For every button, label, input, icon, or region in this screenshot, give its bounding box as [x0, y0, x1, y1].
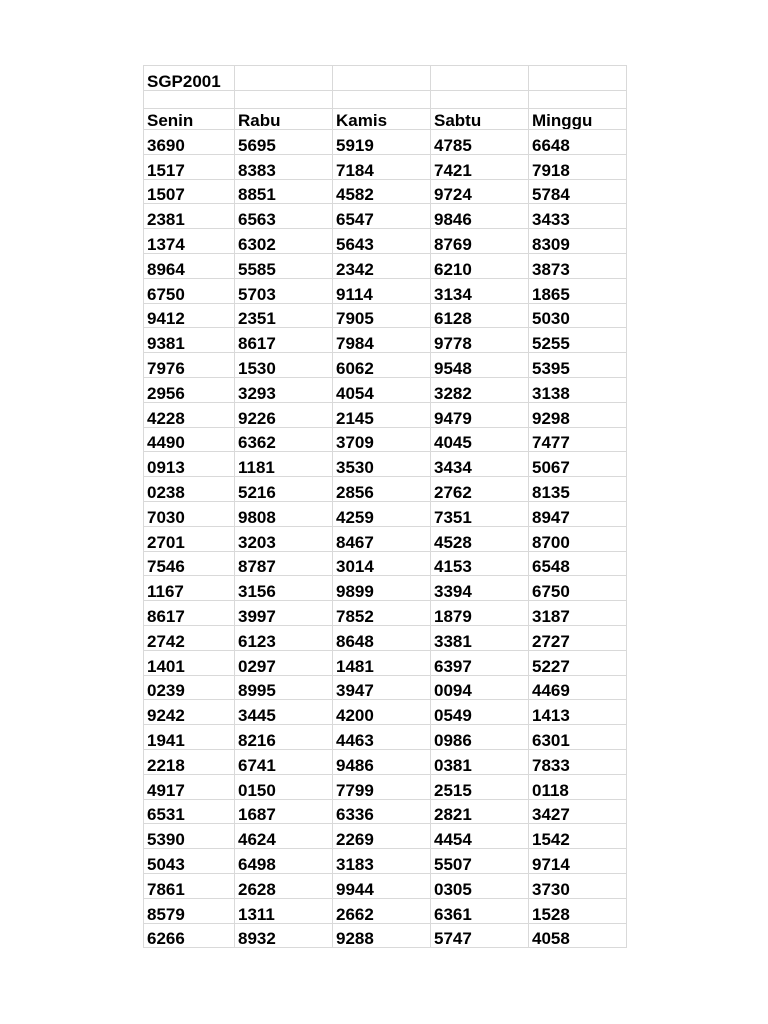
table-cell: 2742 — [144, 625, 235, 650]
table-cell: 8851 — [235, 179, 333, 204]
table-row — [144, 154, 627, 179]
table-cell: 8964 — [144, 253, 235, 278]
table-cell: 7984 — [333, 328, 431, 353]
table-cell: 3183 — [333, 849, 431, 874]
header-senin: Senin — [144, 109, 235, 130]
table-cell: 7861 — [144, 873, 235, 898]
table-cell: 7976 — [144, 353, 235, 378]
table-cell: 5390 — [144, 824, 235, 849]
table-row — [144, 130, 627, 155]
table-row — [144, 179, 627, 204]
table-cell: 3445 — [235, 700, 333, 725]
table-cell: 7833 — [529, 749, 627, 774]
table-cell: 8700 — [529, 526, 627, 551]
table-cell: 8995 — [235, 675, 333, 700]
table-row — [144, 725, 627, 750]
table-cell: 7905 — [333, 303, 431, 328]
table-cell: 5919 — [333, 130, 431, 155]
table-cell: 5585 — [235, 253, 333, 278]
table-cell: 7184 — [333, 154, 431, 179]
table-cell: 9808 — [235, 501, 333, 526]
table-cell: 0238 — [144, 477, 235, 502]
table-cell: 3203 — [235, 526, 333, 551]
table-cell: 0913 — [144, 452, 235, 477]
table-cell: 7030 — [144, 501, 235, 526]
table-cell: 4228 — [144, 402, 235, 427]
table-row — [144, 427, 627, 452]
table-cell: 6750 — [529, 576, 627, 601]
table-cell: 3947 — [333, 675, 431, 700]
table-cell: 4469 — [529, 675, 627, 700]
table-cell: 8617 — [235, 328, 333, 353]
table-cell: 9226 — [235, 402, 333, 427]
table-cell: 1374 — [144, 229, 235, 254]
header-minggu: Minggu — [529, 109, 627, 130]
table-cell: 2956 — [144, 377, 235, 402]
table-cell: 6362 — [235, 427, 333, 452]
table-cell: 9548 — [431, 353, 529, 378]
table-cell: 0297 — [235, 650, 333, 675]
title-row — [144, 66, 627, 91]
table-cell: 6547 — [333, 204, 431, 229]
table-body — [144, 66, 627, 948]
table-cell: 0118 — [529, 774, 627, 799]
table-cell: 1941 — [144, 725, 235, 750]
table-row — [144, 204, 627, 229]
table-cell: 2727 — [529, 625, 627, 650]
table-cell: 6397 — [431, 650, 529, 675]
table-cell: 5255 — [529, 328, 627, 353]
table-cell: 2762 — [431, 477, 529, 502]
header-sabtu: Sabtu — [431, 109, 529, 130]
table-cell: 9242 — [144, 700, 235, 725]
table-cell: 5043 — [144, 849, 235, 874]
table-row — [144, 353, 627, 378]
table-row — [144, 824, 627, 849]
table-row — [144, 675, 627, 700]
table-cell: 5784 — [529, 179, 627, 204]
table-cell: 9778 — [431, 328, 529, 353]
table-cell: 3282 — [431, 377, 529, 402]
table-cell: 7852 — [333, 601, 431, 626]
table-cell: 4917 — [144, 774, 235, 799]
table-cell: 3394 — [431, 576, 529, 601]
table-row — [144, 576, 627, 601]
table-cell: 9944 — [333, 873, 431, 898]
empty-cell — [529, 91, 627, 109]
table-cell: 6531 — [144, 799, 235, 824]
table-cell: 3134 — [431, 278, 529, 303]
header-kamis: Kamis — [333, 109, 431, 130]
table-row — [144, 278, 627, 303]
table-cell: 9846 — [431, 204, 529, 229]
table-cell: 6210 — [431, 253, 529, 278]
sheet-title: SGP2001 — [144, 66, 235, 91]
empty-cell — [333, 66, 431, 91]
table-cell: 4528 — [431, 526, 529, 551]
table-row — [144, 452, 627, 477]
table-cell: 4259 — [333, 501, 431, 526]
table-cell: 5507 — [431, 849, 529, 874]
table-cell: 1865 — [529, 278, 627, 303]
table-cell: 1481 — [333, 650, 431, 675]
table-cell: 6750 — [144, 278, 235, 303]
table-cell: 6266 — [144, 923, 235, 948]
table-cell: 2515 — [431, 774, 529, 799]
table-cell: 0150 — [235, 774, 333, 799]
table-cell: 3427 — [529, 799, 627, 824]
table-cell: 4582 — [333, 179, 431, 204]
table-row — [144, 253, 627, 278]
table-cell: 4490 — [144, 427, 235, 452]
table-cell: 9298 — [529, 402, 627, 427]
empty-cell — [235, 66, 333, 91]
table-cell: 3730 — [529, 873, 627, 898]
table-row — [144, 873, 627, 898]
table-cell: 9381 — [144, 328, 235, 353]
header-rabu: Rabu — [235, 109, 333, 130]
table-cell: 8617 — [144, 601, 235, 626]
table-cell: 4463 — [333, 725, 431, 750]
table-row — [144, 799, 627, 824]
table-cell: 0381 — [431, 749, 529, 774]
table-cell: 8648 — [333, 625, 431, 650]
table-cell: 3381 — [431, 625, 529, 650]
table-cell: 3709 — [333, 427, 431, 452]
table-cell: 3156 — [235, 576, 333, 601]
table-cell: 0986 — [431, 725, 529, 750]
table-cell: 9288 — [333, 923, 431, 948]
table-cell: 8383 — [235, 154, 333, 179]
empty-cell — [431, 66, 529, 91]
table-cell: 8216 — [235, 725, 333, 750]
table-cell: 7546 — [144, 551, 235, 576]
table-cell: 8309 — [529, 229, 627, 254]
table-cell: 2269 — [333, 824, 431, 849]
table-cell: 2662 — [333, 898, 431, 923]
table-cell: 1528 — [529, 898, 627, 923]
table-cell: 5216 — [235, 477, 333, 502]
table-cell: 4058 — [529, 923, 627, 948]
table-cell: 9724 — [431, 179, 529, 204]
table-cell: 4785 — [431, 130, 529, 155]
table-row — [144, 229, 627, 254]
table-cell: 6302 — [235, 229, 333, 254]
table-row — [144, 551, 627, 576]
table-cell: 9479 — [431, 402, 529, 427]
table-cell: 1167 — [144, 576, 235, 601]
empty-cell — [529, 66, 627, 91]
table-cell: 6336 — [333, 799, 431, 824]
table-row — [144, 625, 627, 650]
table-cell: 3187 — [529, 601, 627, 626]
table-cell: 5067 — [529, 452, 627, 477]
table-cell: 9114 — [333, 278, 431, 303]
table-cell: 3530 — [333, 452, 431, 477]
table-cell: 6361 — [431, 898, 529, 923]
results-table — [143, 65, 627, 948]
table-cell: 6301 — [529, 725, 627, 750]
table-cell: 5030 — [529, 303, 627, 328]
table-row — [144, 501, 627, 526]
table-cell: 1517 — [144, 154, 235, 179]
table-cell: 4153 — [431, 551, 529, 576]
table-cell: 1542 — [529, 824, 627, 849]
table-cell: 8787 — [235, 551, 333, 576]
table-cell: 3138 — [529, 377, 627, 402]
table-cell: 5747 — [431, 923, 529, 948]
table-cell: 5643 — [333, 229, 431, 254]
empty-cell — [144, 91, 235, 109]
table-cell: 8467 — [333, 526, 431, 551]
table-row — [144, 377, 627, 402]
table-cell: 6123 — [235, 625, 333, 650]
table-cell: 1530 — [235, 353, 333, 378]
table-cell: 3433 — [529, 204, 627, 229]
table-cell: 7421 — [431, 154, 529, 179]
table-cell: 8579 — [144, 898, 235, 923]
table-cell: 1879 — [431, 601, 529, 626]
table-cell: 1181 — [235, 452, 333, 477]
table-cell: 4054 — [333, 377, 431, 402]
table-row — [144, 650, 627, 675]
table-cell: 8135 — [529, 477, 627, 502]
header-row — [144, 109, 627, 130]
table-cell: 7477 — [529, 427, 627, 452]
table-cell: 1413 — [529, 700, 627, 725]
table-cell: 6648 — [529, 130, 627, 155]
table-cell: 2381 — [144, 204, 235, 229]
table-cell: 2351 — [235, 303, 333, 328]
table-cell: 9412 — [144, 303, 235, 328]
table-cell: 6741 — [235, 749, 333, 774]
table-cell: 4045 — [431, 427, 529, 452]
table-cell: 3434 — [431, 452, 529, 477]
table-cell: 3293 — [235, 377, 333, 402]
empty-cell — [431, 91, 529, 109]
table-cell: 3690 — [144, 130, 235, 155]
table-cell: 6563 — [235, 204, 333, 229]
table-row — [144, 700, 627, 725]
table-cell: 5695 — [235, 130, 333, 155]
table-cell: 4200 — [333, 700, 431, 725]
table-row — [144, 898, 627, 923]
table-cell: 2628 — [235, 873, 333, 898]
table-cell: 4624 — [235, 824, 333, 849]
table-cell: 6062 — [333, 353, 431, 378]
table-cell: 1507 — [144, 179, 235, 204]
table-row — [144, 303, 627, 328]
table-cell: 8947 — [529, 501, 627, 526]
table-cell: 6548 — [529, 551, 627, 576]
table-row — [144, 849, 627, 874]
table-cell: 2342 — [333, 253, 431, 278]
table-row — [144, 774, 627, 799]
table-cell: 3873 — [529, 253, 627, 278]
table-row — [144, 402, 627, 427]
table-cell: 4454 — [431, 824, 529, 849]
table-cell: 2145 — [333, 402, 431, 427]
table-row — [144, 749, 627, 774]
table-cell: 1401 — [144, 650, 235, 675]
table-cell: 0094 — [431, 675, 529, 700]
table-cell: 3014 — [333, 551, 431, 576]
table-cell: 2218 — [144, 749, 235, 774]
table-cell: 6128 — [431, 303, 529, 328]
table-cell: 8932 — [235, 923, 333, 948]
table-cell: 5227 — [529, 650, 627, 675]
table-cell: 9899 — [333, 576, 431, 601]
table-cell: 0549 — [431, 700, 529, 725]
table-cell: 0239 — [144, 675, 235, 700]
empty-cell — [333, 91, 431, 109]
table-cell: 1311 — [235, 898, 333, 923]
table-cell: 1687 — [235, 799, 333, 824]
table-cell: 9486 — [333, 749, 431, 774]
blank-row — [144, 91, 627, 109]
table-cell: 2856 — [333, 477, 431, 502]
table-row — [144, 601, 627, 626]
table-cell: 7351 — [431, 501, 529, 526]
table-cell: 6498 — [235, 849, 333, 874]
table-cell: 2701 — [144, 526, 235, 551]
table-cell: 0305 — [431, 873, 529, 898]
table-cell: 3997 — [235, 601, 333, 626]
table-row — [144, 526, 627, 551]
table-cell: 2821 — [431, 799, 529, 824]
table-cell: 7799 — [333, 774, 431, 799]
table-row — [144, 328, 627, 353]
table-cell: 9714 — [529, 849, 627, 874]
table-row — [144, 477, 627, 502]
table-cell: 8769 — [431, 229, 529, 254]
table-row — [144, 923, 627, 948]
empty-cell — [235, 91, 333, 109]
table-cell: 5395 — [529, 353, 627, 378]
table-cell: 5703 — [235, 278, 333, 303]
table-cell: 7918 — [529, 154, 627, 179]
